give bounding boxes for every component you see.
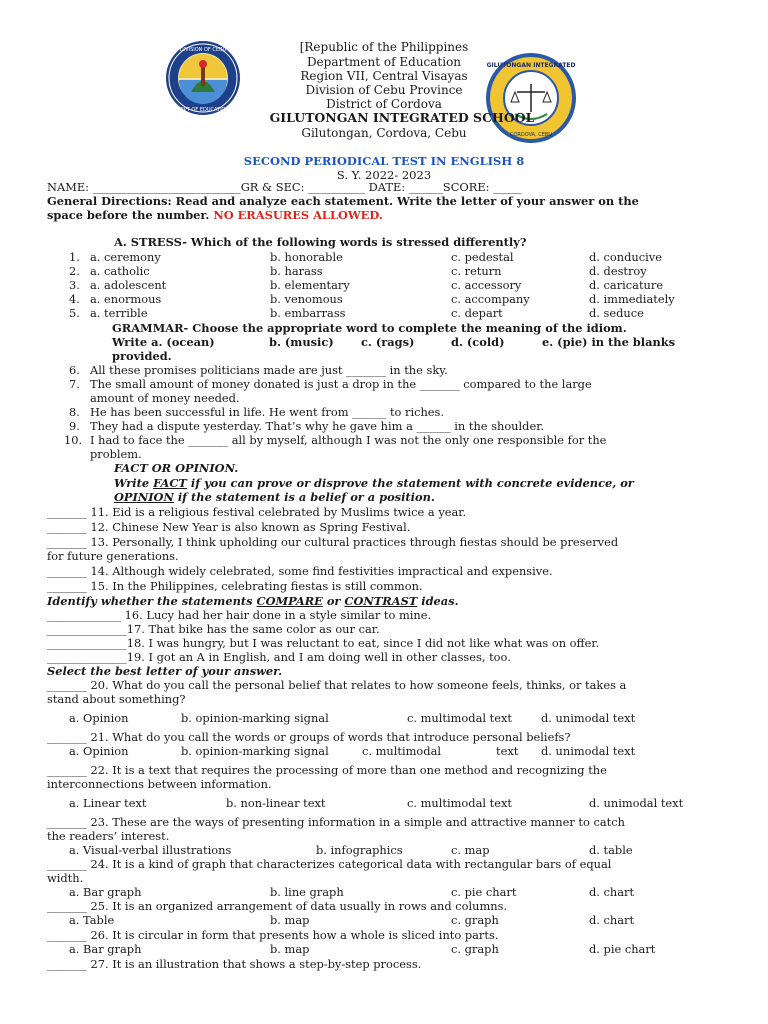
choice-c: c. graph	[451, 913, 499, 927]
choice-d: d. unimodal text	[541, 744, 636, 758]
instr-mid: if you can prove or disprove the statement with concrete evidence, or	[186, 476, 634, 490]
instr-end: if the statement is a belief or a position.	[173, 490, 435, 504]
item-number: 4.	[69, 292, 80, 306]
svg-text:DEPT OF EDUCATION: DEPT OF EDUCATION	[176, 107, 230, 113]
question-item: _______ 23. These are the ways of presenting information in a simple and attractive manner to catch	[47, 815, 625, 829]
question-text-cont: problem.	[90, 447, 142, 461]
choice-d: d. chart	[589, 913, 635, 927]
general-directions: General Directions: Read and analyze each statement. Write the letter of your answer on the	[47, 194, 639, 208]
question-item-cont: interconnections between information.	[47, 777, 272, 791]
compare-contrast-heading	[47, 595, 459, 609]
choice-c-cont: text	[496, 744, 519, 758]
school-name: GILUTONGAN INTEGRATED SCHOOL	[269, 110, 535, 125]
choice-d: d. immediately	[589, 292, 675, 306]
item-number: 9.	[69, 419, 80, 433]
grammar-heading: GRAMMAR- Choose the appropriate word to complete the meaning of the idiom.	[112, 321, 627, 335]
question-item: _______ 11. Eid is a religious festival celebrated by Muslims twice a year.	[47, 505, 467, 519]
choice-a: a. Linear text	[69, 796, 147, 810]
svg-text:GILUTONGAN INTEGRATED: GILUTONGAN INTEGRATED	[486, 62, 576, 69]
choice-c: c. multimodal text	[407, 796, 512, 810]
header-region: Region VII, Central Visayas	[300, 69, 468, 83]
grammar-option-e: e. (pie) in the blanks	[542, 335, 676, 349]
choice-d: d. unimodal text	[541, 711, 636, 725]
choice-b: b. honorable	[270, 250, 343, 264]
item-number: 7.	[69, 377, 80, 391]
item-number: 3.	[69, 278, 80, 292]
choice-c: c. depart	[451, 306, 503, 320]
question-text: The small amount of money donated is just a drop in the _______ compared to the large	[90, 377, 592, 391]
question-item-cont: for future generations.	[47, 549, 179, 563]
item-number: 10.	[64, 433, 83, 447]
choice-a: a. enormous	[90, 292, 162, 306]
question-item: _______ 22. It is a text that requires the processing of more than one method and recognizing the	[47, 763, 607, 777]
directions-line-2	[47, 209, 383, 223]
question-item: ______________17. That bike has the same color as our car.	[47, 622, 380, 636]
question-item: _______ 20. What do you call the personal belief that relates to how someone feels, thinks, or takes a	[47, 678, 627, 692]
grammar-option-b: b. (music)	[269, 335, 334, 349]
choice-a: a. ceremony	[90, 250, 161, 264]
choice-c: c. map	[451, 843, 490, 857]
choice-a: a. Bar graph	[69, 885, 142, 899]
no-erasures-notice: NO ERASURES ALLOWED.	[213, 208, 383, 222]
question-item: ______________18. I was hungry, but I was reluctant to eat, since I did not like what was on offer.	[47, 636, 600, 650]
question-item: _______ 26. It is circular in form that presents how a whole is sliced into parts.	[47, 928, 499, 942]
school-address: Gilutongan, Cordova, Cebu	[301, 126, 467, 140]
grammar-option-d: d. (cold)	[451, 335, 505, 349]
fact-opinion-instruction	[114, 477, 634, 491]
question-text: They had a dispute yesterday. That’s why he gave him a ______ in the shoulder.	[90, 419, 545, 433]
choice-c: c. accessory	[451, 278, 522, 292]
choice-b: b. opinion-marking signal	[181, 711, 329, 725]
choice-c: c. return	[451, 264, 502, 278]
choice-c: c. multimodal text	[407, 711, 512, 725]
choice-a: a. Bar graph	[69, 942, 142, 956]
question-item: ______________19. I got an A in English, and I am doing well in other classes, too.	[47, 650, 511, 664]
fact-opinion-heading: FACT OR OPINION.	[114, 461, 239, 475]
choice-b: b. embarrass	[270, 306, 346, 320]
header-district: District of Cordova	[326, 97, 442, 111]
choice-a: a. Opinion	[69, 711, 129, 725]
grammar-option-a: Write a. (ocean)	[112, 335, 215, 349]
choice-a: a. adolescent	[90, 278, 167, 292]
question-item-cont: width.	[47, 871, 84, 885]
choice-a: a. Opinion	[69, 744, 129, 758]
instr-write: Write	[114, 476, 154, 490]
grammar-provided: provided.	[112, 349, 172, 363]
choice-b: b. map	[270, 913, 310, 927]
question-item: _______ 13. Personally, I think upholding our cultural practices through fiestas should be preserved	[47, 535, 619, 549]
test-title: SECOND PERIODICAL TEST IN ENGLISH 8	[243, 154, 525, 168]
directions-tail: space before the number.	[47, 208, 214, 222]
choice-b: b. elementary	[270, 278, 350, 292]
question-item: _______ 15. In the Philippines, celebrating fiestas is still common.	[47, 579, 423, 593]
question-item: _______ 27. It is an illustration that shows a step-by-step process.	[47, 957, 422, 971]
question-text: All these promises politicians made are just _______ in the sky.	[90, 363, 448, 377]
choice-a: a. Table	[69, 913, 115, 927]
cc-a: Identify whether the statements	[47, 594, 257, 608]
choice-c: c. accompany	[451, 292, 530, 306]
choice-a: a. Visual-verbal illustrations	[69, 843, 232, 857]
header-department: Department of Education	[306, 55, 462, 69]
choice-c: c. multimodal	[362, 744, 442, 758]
item-number: 8.	[69, 405, 80, 419]
stress-heading: A. STRESS- Which of the following words is stressed differently?	[114, 235, 527, 249]
choice-b: b. non-linear text	[226, 796, 326, 810]
choice-b: b. infographics	[316, 843, 403, 857]
item-number: 1.	[69, 250, 80, 264]
compare-keyword: COMPARE	[256, 594, 323, 608]
question-item: _______ 24. It is a kind of graph that characterizes categorical data with rectangular bars of equal	[47, 857, 612, 871]
choice-d: d. pie chart	[589, 942, 656, 956]
choice-c: c. pedestal	[451, 250, 514, 264]
name-line: NAME: __________________________GR & SEC: __________ DATE: ______SCORE: _____	[47, 180, 522, 194]
choice-b: b. map	[270, 942, 310, 956]
choice-d: d. conducive	[589, 250, 662, 264]
school-year: S. Y. 2022- 2023	[336, 168, 432, 182]
question-item: _______ 25. It is an organized arrangement of data usually in rows and columns.	[47, 899, 508, 913]
question-item-cont: the readers’ interest.	[47, 829, 170, 843]
choice-b: b. venomous	[270, 292, 343, 306]
fact-opinion-instruction-2	[114, 491, 435, 505]
question-item: _______ 14. Although widely celebrated, some find festivities impractical and expensive.	[47, 564, 553, 578]
question-text-cont: amount of money needed.	[90, 391, 240, 405]
choice-b: b. opinion-marking signal	[181, 744, 329, 758]
choice-c: c. pie chart	[451, 885, 517, 899]
item-number: 5.	[69, 306, 80, 320]
question-item: _______ 21. What do you call the words or groups of words that introduce personal beliefs?	[47, 730, 571, 744]
choice-c: c. graph	[451, 942, 499, 956]
select-heading: Select the best letter of your answer.	[47, 664, 283, 678]
choice-a: a. catholic	[90, 264, 150, 278]
choice-d: d. unimodal text	[589, 796, 684, 810]
question-item: _______ 12. Chinese New Year is also known as Spring Festival.	[47, 520, 411, 534]
grammar-option-c: c. (rags)	[361, 335, 415, 349]
header-republic: [Republic of the Philippines	[299, 40, 469, 54]
svg-text:CORDOVA, CEBU: CORDOVA, CEBU	[509, 132, 553, 138]
item-number: 6.	[69, 363, 80, 377]
question-item-cont: stand about something?	[47, 692, 186, 706]
choice-b: b. harass	[270, 264, 323, 278]
question-text: I had to face the _______ all by myself, although I was not the only one responsible for the	[90, 433, 607, 447]
cc-c: ideas.	[417, 594, 459, 608]
choice-b: b. line graph	[270, 885, 344, 899]
question-text: He has been successful in life. He went from ______ to riches.	[90, 405, 445, 419]
choice-d: d. caricature	[589, 278, 664, 292]
opinion-keyword: OPINION	[114, 490, 174, 504]
cc-b: or	[322, 594, 345, 608]
choice-a: a. terrible	[90, 306, 148, 320]
choice-d: d. table	[589, 843, 633, 857]
choice-d: d. seduce	[589, 306, 644, 320]
fact-keyword: FACT	[153, 476, 187, 490]
item-number: 2.	[69, 264, 80, 278]
choice-d: d. destroy	[589, 264, 647, 278]
question-item: _____________ 16. Lucy had her hair done in a style similar to mine.	[47, 608, 432, 622]
contrast-keyword: CONTRAST	[344, 594, 418, 608]
header-division: Division of Cebu Province	[305, 83, 463, 97]
choice-d: d. chart	[589, 885, 635, 899]
svg-text:DIVISION OF CEBU: DIVISION OF CEBU	[179, 47, 227, 53]
